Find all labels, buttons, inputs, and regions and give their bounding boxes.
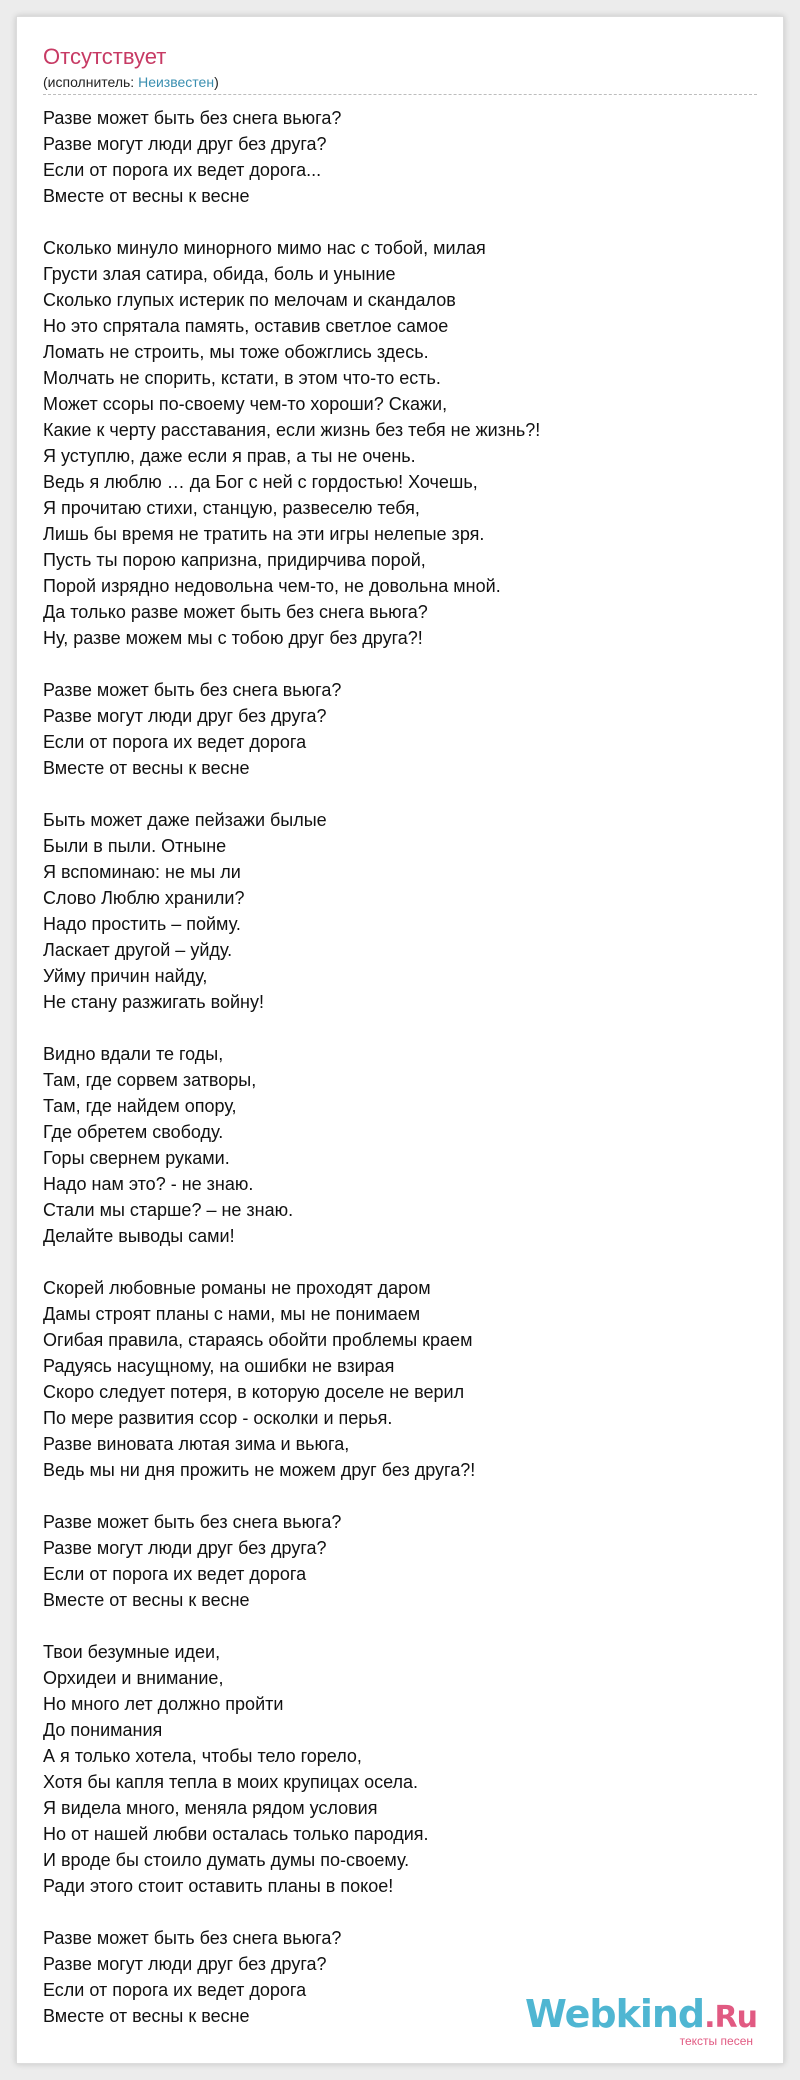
song-title: Отсутствует: [43, 44, 167, 69]
lyrics-line: Порой изрядно недовольна чем-то, не довольна мной.: [43, 576, 501, 596]
lyrics-line: Я уступлю, даже если я прав, а ты не очень.: [43, 446, 416, 466]
lyrics-line: Но много лет должно пройти: [43, 1694, 284, 1714]
lyrics-line: Но это спрятала память, оставив светлое самое: [43, 316, 449, 336]
lyrics-line: Но от нашей любви осталась только пародия.: [43, 1824, 429, 1844]
logo-brand: Webkind: [525, 1992, 705, 2036]
lyrics-line: Я вспоминаю: не мы ли: [43, 862, 241, 882]
lyrics-line: Надо нам это? - не знаю.: [43, 1174, 254, 1194]
lyrics-line: Вместе от весны к весне: [43, 2006, 250, 2026]
lyrics-body: [43, 105, 763, 2055]
lyrics-stanza: [43, 1509, 763, 1613]
lyrics-line: Орхидеи и внимание,: [43, 1668, 224, 1688]
lyrics-line: Огибая правила, стараясь обойти проблемы краем: [43, 1330, 473, 1350]
artist-line: [43, 73, 219, 91]
lyrics-line: Может ссоры по-своему чем-то хороши? Скажи,: [43, 394, 448, 414]
lyrics-line: Скорей любовные романы не проходят даром: [43, 1278, 431, 1298]
lyrics-line: Разве виновата лютая зима и вьюга,: [43, 1434, 350, 1454]
lyrics-line: Хотя бы капля тепла в моих крупицах осела.: [43, 1772, 419, 1792]
lyrics-line: Сколько глупых истерик по мелочам и скандалов: [43, 290, 456, 310]
lyrics-line: Разве может быть без снега вьюга?: [43, 1512, 342, 1532]
lyrics-line: Вместе от весны к весне: [43, 758, 250, 778]
lyrics-card: [16, 16, 784, 2064]
lyrics-line: Разве могут люди друг без друга?: [43, 1954, 327, 1974]
lyrics-stanza: [43, 677, 763, 781]
lyrics-line: Ведь мы ни дня прожить не можем друг без друга?!: [43, 1460, 476, 1480]
lyrics-stanza: [43, 1041, 763, 1249]
lyrics-line: Грусти злая сатира, обида, боль и уныние: [43, 264, 396, 284]
artist-link[interactable]: Неизвестен: [138, 74, 215, 90]
logo-tld: .Ru: [704, 2000, 757, 2035]
lyrics-stanza: [43, 807, 763, 1015]
lyrics-line: Разве могут люди друг без друга?: [43, 706, 327, 726]
logo-wordmark: [525, 1992, 757, 2036]
lyrics-line: Ломать не строить, мы тоже обожглись здесь.: [43, 342, 429, 362]
lyrics-line: Были в пыли. Отныне: [43, 836, 227, 856]
lyrics-line: Вместе от весны к весне: [43, 186, 250, 206]
lyrics-line: Радуясь насущному, на ошибки не взирая: [43, 1356, 395, 1376]
logo-tagline: тексты песен: [679, 2034, 753, 2048]
lyrics-line: Я прочитаю стихи, станцую, развеселю тебя,: [43, 498, 420, 518]
lyrics-line: Я видела много, меняла рядом условия: [43, 1798, 378, 1818]
artist-prefix: (исполнитель:: [43, 74, 139, 90]
lyrics-line: Быть может даже пейзажи былые: [43, 810, 327, 830]
lyrics-line: Там, где сорвем затворы,: [43, 1070, 257, 1090]
lyrics-line: Стали мы старше? – не знаю.: [43, 1200, 294, 1220]
lyrics-line: Твои безумные идеи,: [43, 1642, 221, 1662]
lyrics-line: Слово Люблю хранили?: [43, 888, 245, 908]
lyrics-line: А я только хотела, чтобы тело горело,: [43, 1746, 362, 1766]
lyrics-line: Дамы строят планы с нами, мы не понимаем: [43, 1304, 421, 1324]
lyrics-line: Уйму причин найду,: [43, 966, 208, 986]
lyrics-line: По мере развития ссор - осколки и перья.: [43, 1408, 393, 1428]
lyrics-line: Если от порога их ведет дорога: [43, 732, 307, 752]
lyrics-line: Разве могут люди друг без друга?: [43, 1538, 327, 1558]
lyrics-stanza: [43, 1639, 763, 1899]
lyrics-line: Если от порога их ведет дорога...: [43, 160, 322, 180]
lyrics-line: Скоро следует потеря, в которую доселе не верил: [43, 1382, 465, 1402]
lyrics-line: Ласкает другой – уйду.: [43, 940, 233, 960]
lyrics-line: Надо простить – пойму.: [43, 914, 241, 934]
lyrics-line: Разве может быть без снега вьюга?: [43, 1928, 342, 1948]
lyrics-line: Видно вдали те годы,: [43, 1044, 224, 1064]
lyrics-line: Если от порога их ведет дорога: [43, 1980, 307, 2000]
lyrics-line: Делайте выводы сами!: [43, 1226, 235, 1246]
lyrics-line: До понимания: [43, 1720, 163, 1740]
artist-suffix: ): [214, 74, 219, 90]
lyrics-line: И вроде бы стоило думать думы по-своему.: [43, 1850, 410, 1870]
lyrics-line: Разве могут люди друг без друга?: [43, 134, 327, 154]
header-divider: [43, 94, 757, 95]
lyrics-stanza: [43, 235, 763, 651]
lyrics-line: Да только разве может быть без снега вьюга?: [43, 602, 428, 622]
lyrics-line: Где обретем свободу.: [43, 1122, 224, 1142]
lyrics-line: Горы свернем руками.: [43, 1148, 230, 1168]
lyrics-line: Вместе от весны к весне: [43, 1590, 250, 1610]
lyrics-line: Сколько минуло минорного мимо нас с тобой, милая: [43, 238, 486, 258]
lyrics-line: Ну, разве можем мы с тобою друг без друга?!: [43, 628, 423, 648]
lyrics-line: Ведь я люблю … да Бог с ней с гордостью! Хочешь,: [43, 472, 478, 492]
lyrics-line: Какие к черту расставания, если жизнь без тебя не жизнь?!: [43, 420, 541, 440]
lyrics-line: Молчать не спорить, кстати, в этом что-то есть.: [43, 368, 441, 388]
lyrics-line: Лишь бы время не тратить на эти игры нелепые зря.: [43, 524, 485, 544]
lyrics-line: Если от порога их ведет дорога: [43, 1564, 307, 1584]
lyrics-line: Разве может быть без снега вьюга?: [43, 108, 342, 128]
lyrics-line: Разве может быть без снега вьюга?: [43, 680, 342, 700]
site-logo[interactable]: [525, 1992, 757, 2048]
lyrics-line: Не стану разжигать войну!: [43, 992, 264, 1012]
lyrics-stanza: [43, 1275, 763, 1483]
lyrics-line: Пусть ты порою капризна, придирчива порой,: [43, 550, 426, 570]
lyrics-line: Ради этого стоит оставить планы в покое!: [43, 1876, 394, 1896]
lyrics-line: Там, где найдем опору,: [43, 1096, 237, 1116]
lyrics-stanza: [43, 105, 763, 209]
